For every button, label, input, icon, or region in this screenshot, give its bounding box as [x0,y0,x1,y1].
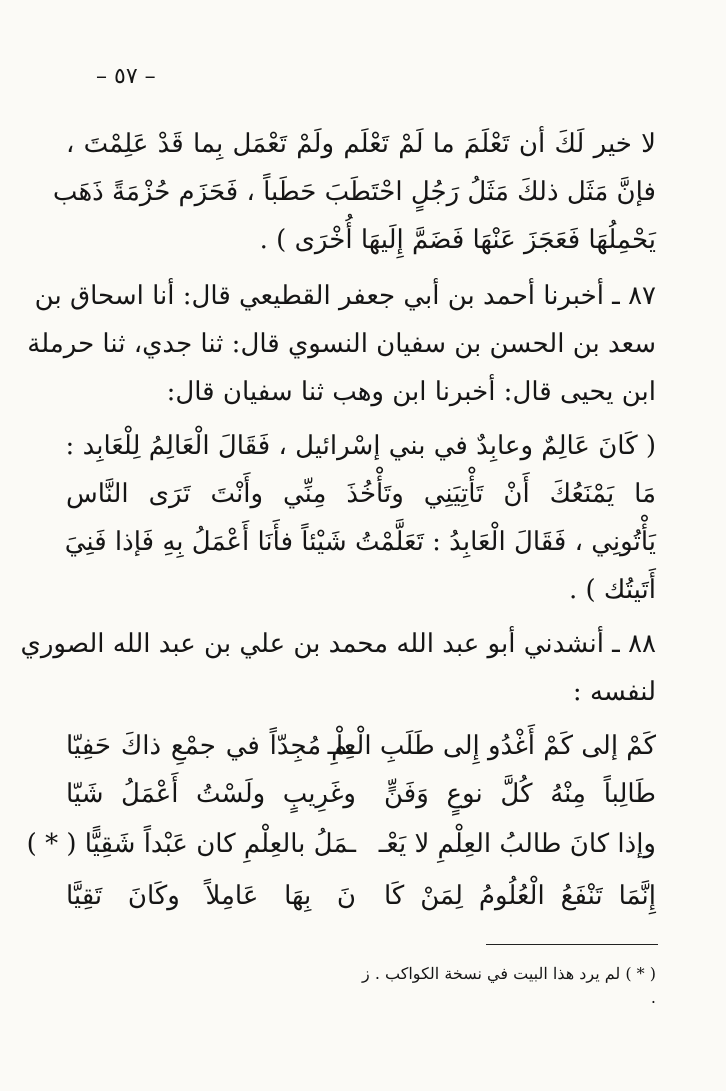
text-line: مَا يَمْنَعُكَ أَنْ تَأْتِيَنِي وتَأْخُذَ مِنِّي وأَنْتَ تَرَى النَّاس [66,479,656,509]
text-line: ٨٨ ـ أنشدني أبو عبد الله محمد بن علي بن عبد الله الصوري [20,629,656,659]
verse-first-hemistich: إِنَّمَا تَنْفَعُ الْعُلُومُ لِمَنْ كَا [384,881,656,911]
verse-second-hemistich: ـمِ مُجِدّاً في جمْعِ ذاكَ حَفِيّا [66,731,356,761]
text-line: لا خير لَكَ أن تَعْلَمَ ما لَمْ تَعْلَم ولَمْ تَعْمَل بِما قَدْ عَلِمْتَ ، [66,129,656,159]
page-number: – ٥٧ – [96,64,156,89]
verse-second-hemistich: ـمَلُ بالعِلْمِ كان عَبْداً شَقِيًّا ( * ) [26,829,356,859]
text-line: فإنَّ مَثَل ذلكَ مَثَلُ رَجُلٍ احْتَطَبَ حَطَباً ، فَحَزَم حُزْمَةً ذَهَب [52,177,656,207]
text-line: يَحْمِلُهَا فَعَجَزَ عَنْهَا فَضَمَّ إِلَيهَا أُخْرَى ) . [259,225,656,255]
verse-line [26,822,656,866]
verse-line [66,874,656,918]
verse-second-hemistich: نَ بِهَا عَامِلاً وكَانَ تَقِيَّا [66,881,356,911]
verse-line [66,724,656,768]
verse-first-hemistich: كَمْ إلى كَمْ أَغْدُو إِلى طَلَبِ الْعِلْـ [327,731,656,761]
verse-line [66,772,656,816]
verse-first-hemistich: طَالِباً مِنْهُ كُلَّ نوعٍ وَفَنٍّ [384,779,656,809]
verse-first-hemistich: وإذا كانَ طالبُ العِلْمِ لا يَعْـ [378,829,656,859]
text-line: لنفسه : [572,677,656,707]
text-line: ابن يحيى قال: أخبرنا ابن وهب ثنا سفيان قال: [166,377,656,407]
text-line: ٨٧ ـ أخبرنا أحمد بن أبي جعفر القطيعي قال: أنا اسحاق بن [34,281,656,311]
verse-second-hemistich: وغَرِيبٍ ولَسْتُ أَعْمَلُ شَيّا [66,779,356,809]
footnote-divider [486,944,658,945]
text-line: يَأْتُونِي ، فَقَالَ الْعَابِدُ : تَعَلَّمْتُ شَيْئاً فأَنَا أَعْمَلُ بِهِ فَإذا فَنِيَ [64,527,656,557]
text-line: أَتَيتُك ) . [568,575,656,605]
footnote: ( * ) لم يرد هذا البيت في نسخة الكواكب . ز . [362,964,656,1007]
text-line: سعد بن الحسن بن سفيان النسوي قال: ثنا جدي، ثنا حرملة [27,329,656,359]
text-line: ( كَانَ عَالِمٌ وعابِدٌ في بني إسْرائيل ، فَقَالَ الْعَالِمُ لِلْعَابِد : [65,431,656,461]
